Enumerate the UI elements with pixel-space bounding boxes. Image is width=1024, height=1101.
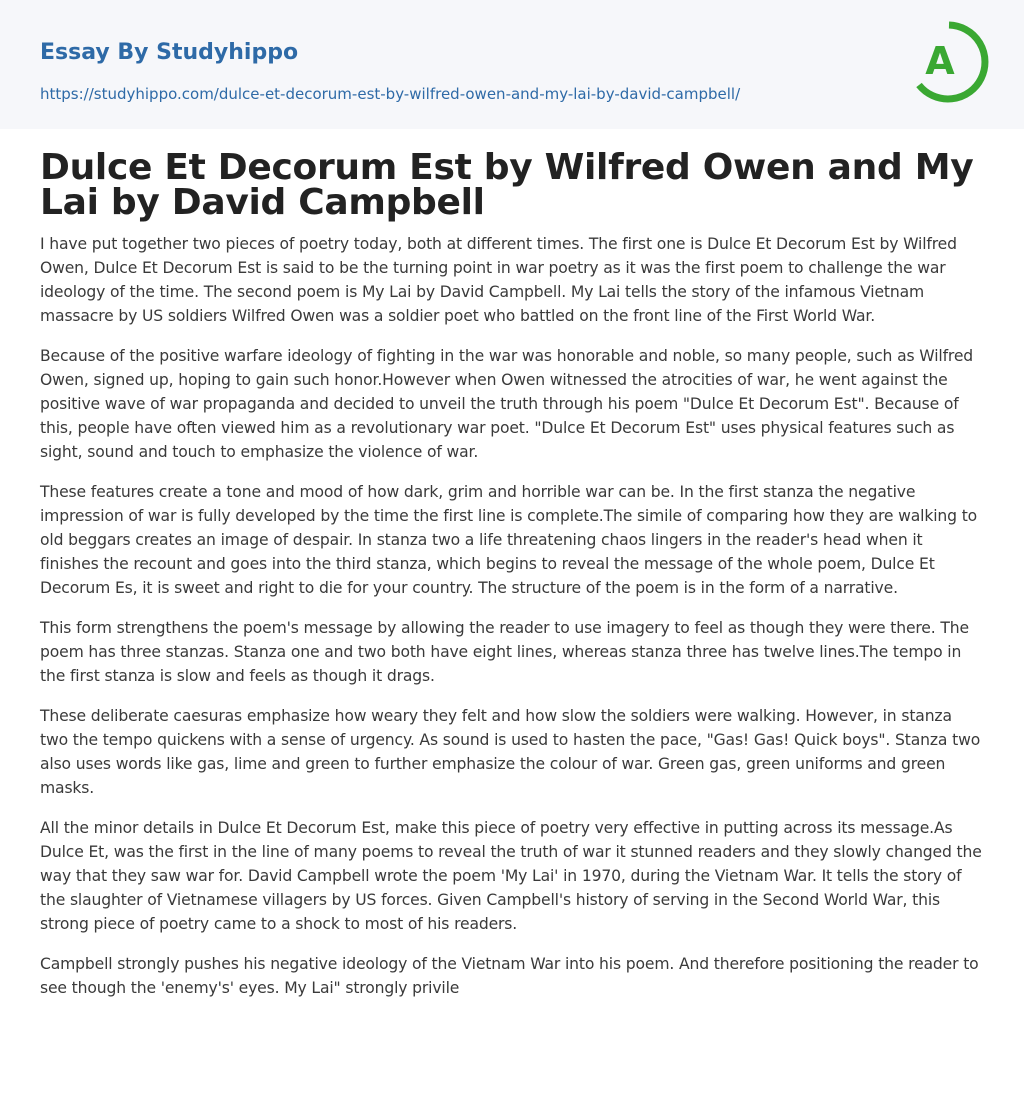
brand-title: Essay By Studyhippo	[40, 40, 299, 65]
logo-letter: A	[925, 39, 955, 83]
source-url-link[interactable]: https://studyhippo.com/dulce-et-decorum-est-by-wilfred-owen-and-my-lai-by-david-campbell/	[40, 85, 741, 103]
paragraph: These features create a tone and mood of how dark, grim and horrible war can be. In the first stanza the negative impression of war is fully developed by the time the first line is complete.The simile of comparing how they are walking to old beggars creates an image of despair. In stanza two a life threatening chaos lingers in the reader's head when it finishes the recount and goes into the third stanza, which begins to reveal the message of the whole poem, Dulce Et Decorum Es, it is sweet and right to die for your country. The structure of the poem is in the form of a narrative.	[40, 483, 978, 597]
article-body	[40, 232, 984, 1000]
paragraph: This form strengthens the poem's message by allowing the reader to use imagery to feel as though they were there. The poem has three stanzas. Stanza one and two both have eight lines, whereas stanza three has twelve lines.The tempo in the first stanza is slow and feels as though it drags.	[40, 619, 969, 685]
paragraph: Because of the positive warfare ideology of fighting in the war was honorable and noble, so many people, such as Wilfred Owen, signed up, hoping to gain such honor.However when Owen witnessed the atrocities of war, he went against the positive wave of war propaganda and decided to unveil the truth through his poem "Dulce Et Decorum Est". Because of this, people have often viewed him as a revolutionary war poet. "Dulce Et Decorum Est" uses physical features such as sight, sound and touch to emphasize the violence of war.	[40, 347, 974, 461]
paragraph: These deliberate caesuras emphasize how weary they felt and how slow the soldiers were walking. However, in stanza two the tempo quickens with a sense of urgency. As sound is used to hasten the pace, "Gas! Gas! Quick boys". Stanza two also uses words like gas, lime and green to further emphasize the colour of war. Green gas, green uniforms and green masks.	[40, 707, 981, 797]
paragraph: All the minor details in Dulce Et Decorum Est, make this piece of poetry very effective in putting across its message.As Dulce Et, was the first in the line of many poems to reveal the truth of war it stunned readers and they slowly changed the way that they saw war for. David Campbell wrote the poem 'My Lai' in 1970, during the Vietnam War. It tells the story of the slaughter of Vietnamese villagers by US forces. Given Campbell's history of serving in the Second World War, this strong piece of poetry came to a shock to most of his readers.	[40, 819, 982, 933]
studyhippo-logo-icon[interactable]	[909, 17, 989, 107]
site-header	[0, 0, 1024, 129]
paragraph: Campbell strongly pushes his negative ideology of the Vietnam War into his poem. And therefore positioning the reader to see though the 'enemy's' eyes. My Lai" strongly privile	[40, 955, 979, 997]
article-title: Dulce Et Decorum Est by Wilfred Owen and My Lai by David Campbell	[40, 147, 974, 223]
paragraph: I have put together two pieces of poetry today, both at different times. The first one is Dulce Et Decorum Est by Wilfred Owen, Dulce Et Decorum Est is said to be the turning point in war poetry as it was the first poem to challenge the war ideology of the time. The second poem is My Lai by David Campbell. My Lai tells the story of the infamous Vietnam massacre by US soldiers Wilfred Owen was a soldier poet who battled on the front line of the First World War.	[40, 235, 957, 325]
